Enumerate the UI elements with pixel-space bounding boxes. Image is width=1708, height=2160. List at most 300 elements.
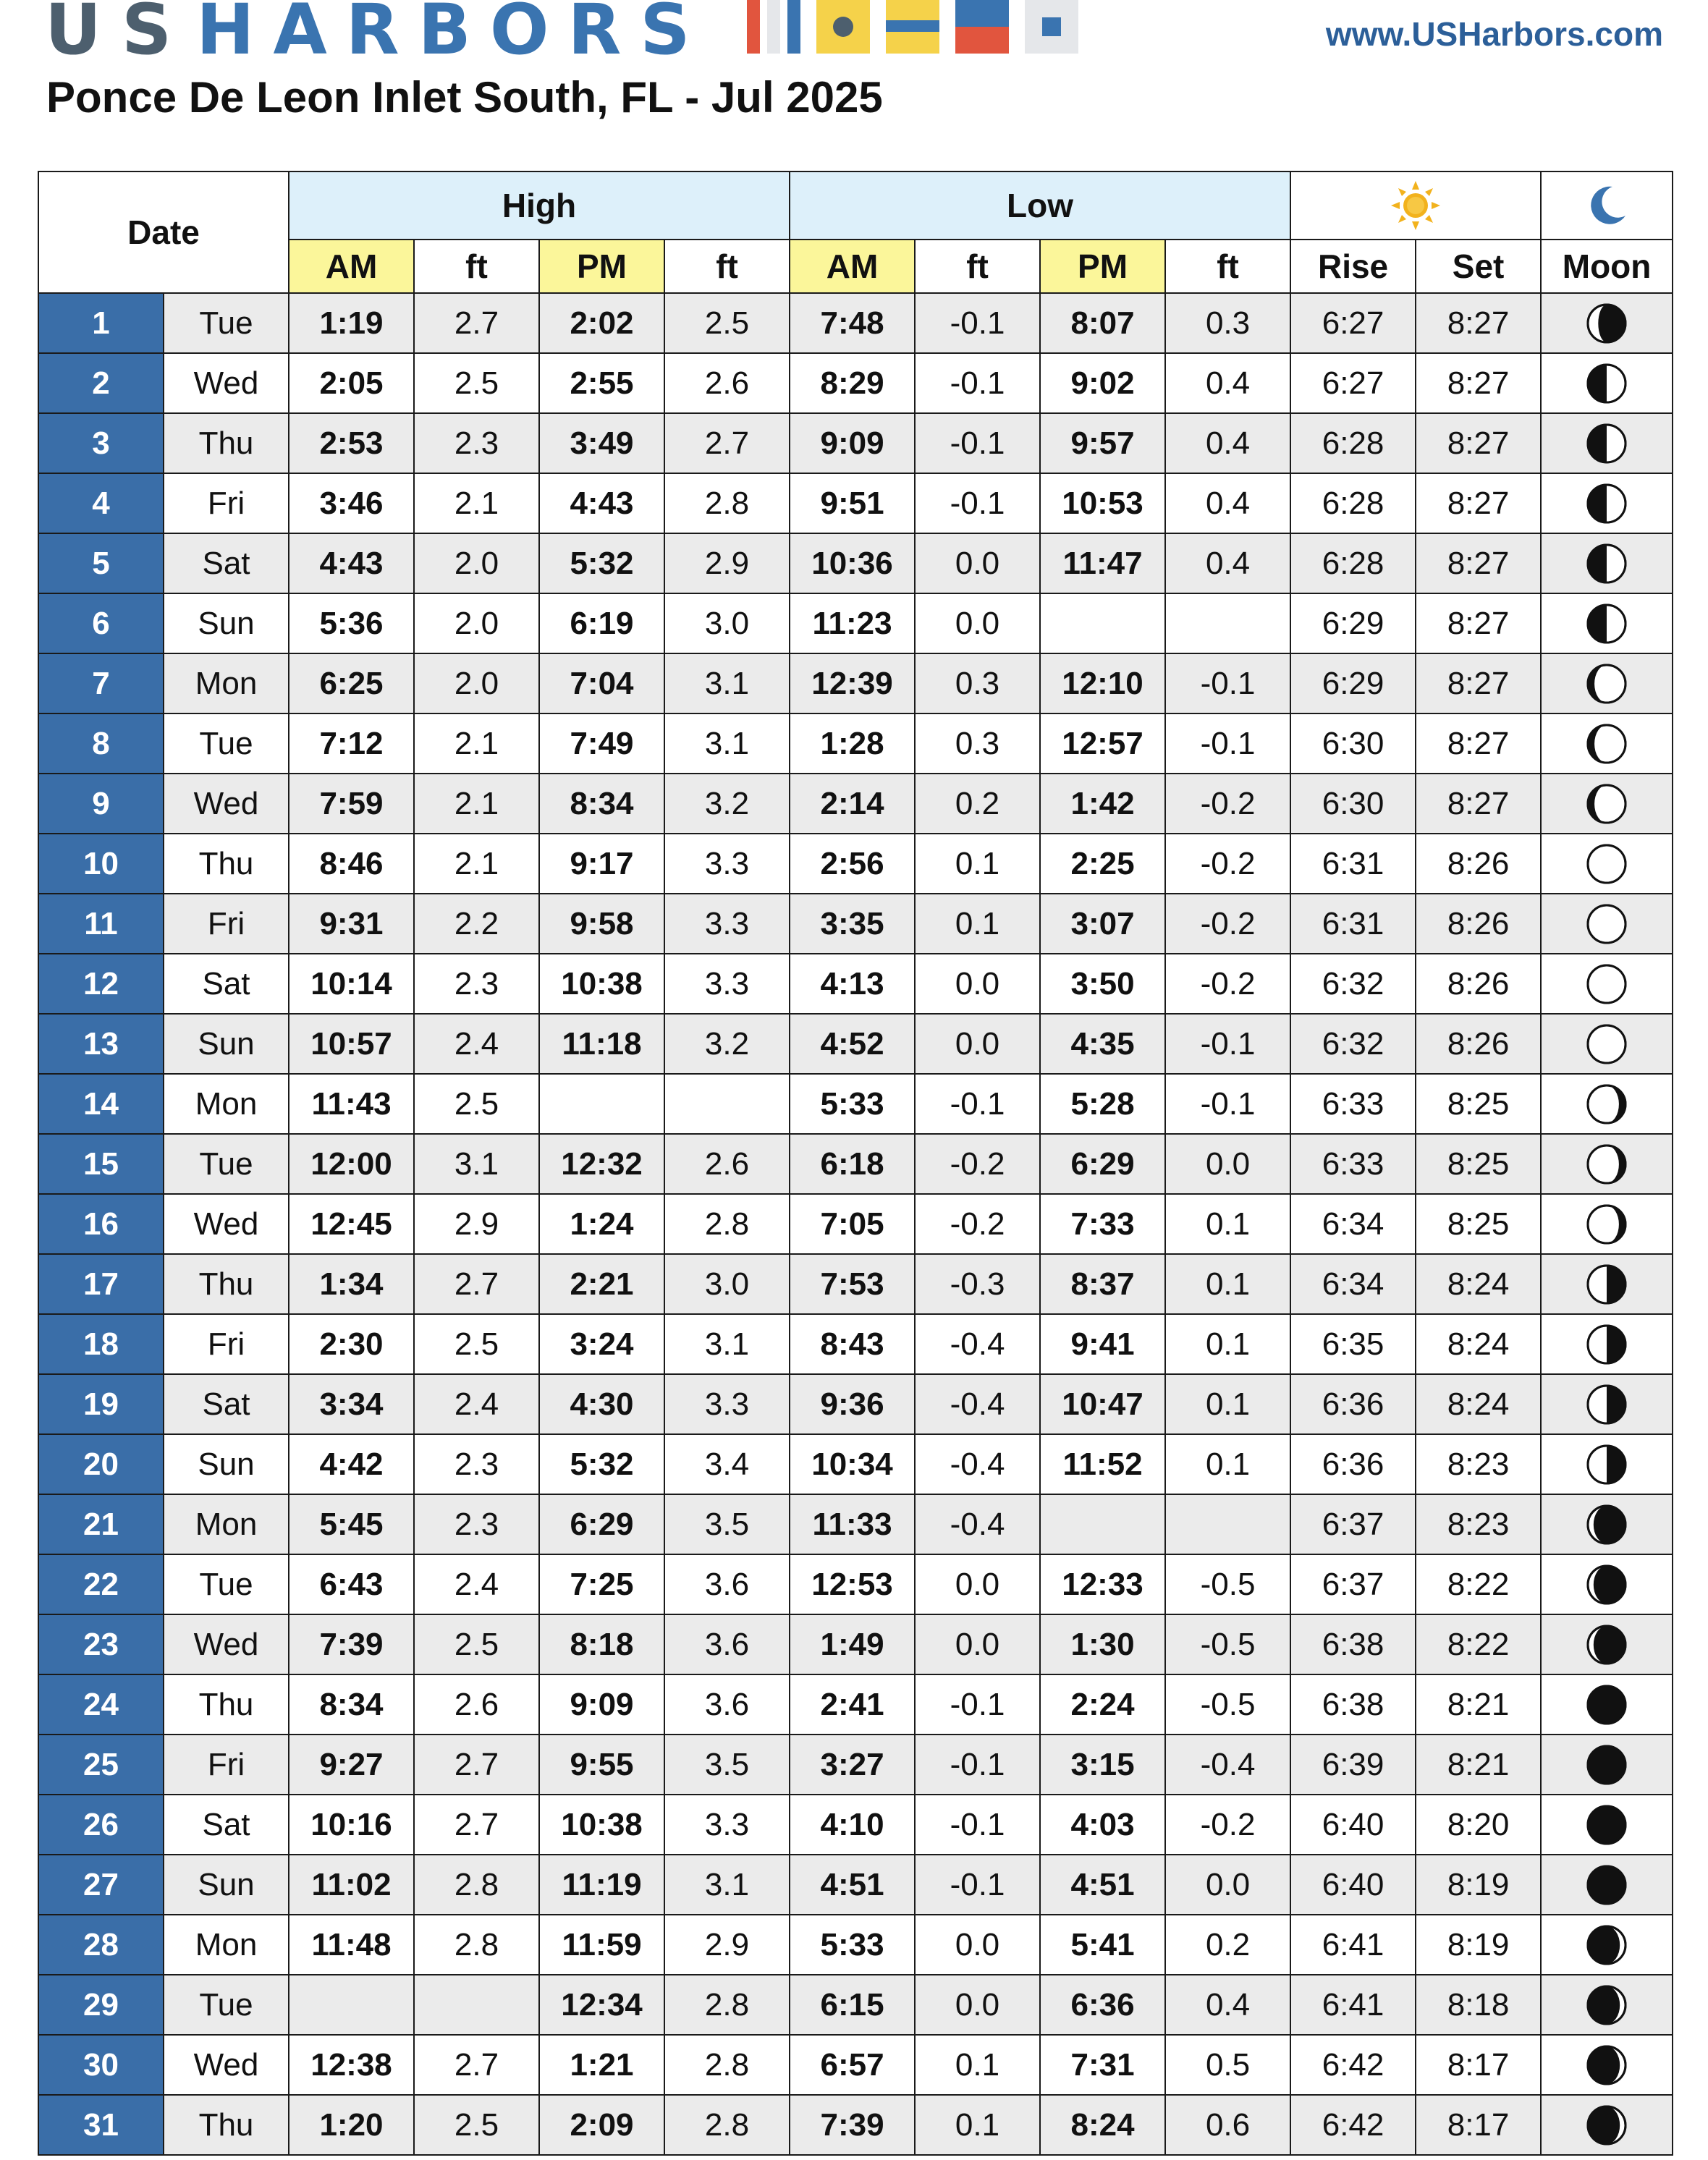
high-am-height: 2.4 [414,1374,539,1434]
high-am-height: 2.4 [414,1014,539,1074]
weekday-cell: Sun [164,1434,289,1494]
low-am-height: -0.4 [915,1374,1040,1434]
high-pm-height: 3.3 [664,834,790,894]
low-pm-time [1040,593,1165,653]
high-pm-time: 11:18 [539,1014,664,1074]
sunrise-time: 6:33 [1290,1074,1416,1134]
website-link[interactable]: www.USHarbors.com [1325,15,1663,53]
weekday-cell: Thu [164,1674,289,1735]
moon-phase-cell [1541,1674,1673,1735]
low-pm-height [1165,593,1290,653]
sunset-time: 8:26 [1416,834,1541,894]
high-pm-height: 3.1 [664,1314,790,1374]
high-pm-time: 4:30 [539,1374,664,1434]
high-am-time: 9:27 [289,1735,414,1795]
table-row [38,1735,1673,1795]
signal-flag-white-blue-square-icon [1025,0,1078,54]
high-pm-time: 1:21 [539,2035,664,2095]
moon-phase-cell [1541,1194,1673,1254]
weekday-cell: Wed [164,1614,289,1674]
high-am-height: 2.5 [414,1614,539,1674]
sunset-time: 8:27 [1416,533,1541,593]
day-cell: 10 [38,834,164,894]
day-cell: 15 [38,1134,164,1194]
moon-phase-full-icon [1585,962,1628,1006]
high-am-time: 11:02 [289,1855,414,1915]
moon-phase-cell [1541,1735,1673,1795]
low-pm-height: -0.5 [1165,1614,1290,1674]
low-am-time: 4:51 [790,1855,915,1915]
high-am-height: 2.6 [414,1674,539,1735]
weekday-cell: Fri [164,1735,289,1795]
moon-phase-waxing-crescent-icon [1585,2104,1628,2147]
high-am-height: 2.0 [414,593,539,653]
brand-logo [45,0,709,70]
moon-phase-cell [1541,713,1673,774]
moon-phase-waning-gibbous-icon [1585,1203,1628,1246]
signal-flags [747,0,1094,54]
low-pm-time: 2:25 [1040,834,1165,894]
day-cell: 17 [38,1254,164,1314]
signal-flag-blue-red-icon [955,0,1009,54]
high-am-height: 2.3 [414,413,539,473]
sunset-time: 8:18 [1416,1975,1541,2035]
low-am-time: 7:39 [790,2095,915,2155]
sunrise-time: 6:32 [1290,954,1416,1014]
sunset-time: 8:21 [1416,1735,1541,1795]
brand-name-harbors: HARBORS [196,0,709,70]
low-am-time: 4:52 [790,1014,915,1074]
high-am-height: 2.5 [414,1314,539,1374]
low-am-time: 2:56 [790,834,915,894]
high-pm-height: 3.4 [664,1434,790,1494]
high-pm-height: 3.5 [664,1494,790,1554]
sunrise-time: 6:36 [1290,1374,1416,1434]
high-pm-time: 10:38 [539,954,664,1014]
sun-header [1290,171,1541,240]
day-cell: 8 [38,713,164,774]
sunset-header: Set [1416,240,1541,293]
low-am-height: -0.2 [915,1194,1040,1254]
sunrise-time: 6:37 [1290,1554,1416,1614]
low-pm-height: 0.6 [1165,2095,1290,2155]
low-pm-height: 0.5 [1165,2035,1290,2095]
low-am-height: 0.1 [915,834,1040,894]
sunset-time: 8:27 [1416,413,1541,473]
low-am-height: 0.1 [915,2035,1040,2095]
low-am-time: 9:36 [790,1374,915,1434]
high-pm-time: 6:19 [539,593,664,653]
table-row [38,2095,1673,2155]
day-cell: 28 [38,1915,164,1975]
high-am-time: 10:14 [289,954,414,1014]
low-pm-height: -0.1 [1165,1014,1290,1074]
day-cell: 16 [38,1194,164,1254]
sunset-time: 8:26 [1416,894,1541,954]
low-pm-height: 0.0 [1165,1134,1290,1194]
high-am-time: 7:12 [289,713,414,774]
low-am-time: 12:39 [790,653,915,713]
low-pm-time: 6:36 [1040,1975,1165,2035]
low-am-ft-header: ft [915,240,1040,293]
low-am-time: 7:53 [790,1254,915,1314]
moon-phase-cell [1541,834,1673,894]
low-am-time: 3:27 [790,1735,915,1795]
low-am-height: -0.1 [915,413,1040,473]
low-pm-height: 0.2 [1165,1915,1290,1975]
low-pm-time: 4:35 [1040,1014,1165,1074]
high-am-time: 9:31 [289,894,414,954]
low-pm-time: 3:15 [1040,1735,1165,1795]
high-pm-header: PM [539,240,664,293]
table-row [38,713,1673,774]
low-am-time: 6:18 [790,1134,915,1194]
date-header: Date [38,171,289,293]
high-am-height: 2.4 [414,1554,539,1614]
low-pm-time: 6:29 [1040,1134,1165,1194]
weekday-cell: Thu [164,1254,289,1314]
weekday-cell: Mon [164,1074,289,1134]
high-pm-time: 3:24 [539,1314,664,1374]
low-pm-time: 3:07 [1040,894,1165,954]
day-cell: 24 [38,1674,164,1735]
sunset-time: 8:22 [1416,1614,1541,1674]
low-am-height: 0.0 [915,954,1040,1014]
low-pm-time: 8:37 [1040,1254,1165,1314]
high-am-time: 12:00 [289,1134,414,1194]
high-pm-time: 12:32 [539,1134,664,1194]
low-pm-time: 1:30 [1040,1614,1165,1674]
low-pm-time: 7:31 [1040,2035,1165,2095]
high-pm-height: 3.1 [664,713,790,774]
low-pm-height: 0.4 [1165,533,1290,593]
moon-phase-cell [1541,293,1673,353]
low-am-time: 10:36 [790,533,915,593]
high-am-height: 2.3 [414,1434,539,1494]
moon-phase-cell [1541,2095,1673,2155]
moon-phase-last-quarter-icon [1585,1383,1628,1426]
high-pm-time: 1:24 [539,1194,664,1254]
low-am-height: 0.1 [915,894,1040,954]
high-pm-time: 11:19 [539,1855,664,1915]
low-am-height: -0.1 [915,1074,1040,1134]
moon-phase-cell [1541,473,1673,533]
sunrise-time: 6:41 [1290,1975,1416,2035]
low-am-height: 0.1 [915,2095,1040,2155]
high-pm-height: 2.8 [664,1194,790,1254]
low-am-time: 3:35 [790,894,915,954]
high-am-height: 2.7 [414,1795,539,1855]
high-pm-time: 4:43 [539,473,664,533]
low-pm-header: PM [1040,240,1165,293]
high-am-time: 4:42 [289,1434,414,1494]
day-cell: 20 [38,1434,164,1494]
moon-phase-cell [1541,1314,1673,1374]
table-row [38,1494,1673,1554]
moon-icon [1584,182,1630,229]
high-pm-time: 9:17 [539,834,664,894]
high-am-height: 2.8 [414,1915,539,1975]
low-am-height: 0.0 [915,533,1040,593]
sunset-time: 8:24 [1416,1374,1541,1434]
low-am-height: 0.0 [915,593,1040,653]
moon-phase-waxing-crescent-icon [1585,1923,1628,1967]
sunset-time: 8:23 [1416,1494,1541,1554]
weekday-cell: Sun [164,1014,289,1074]
sunset-time: 8:21 [1416,1674,1541,1735]
high-pm-time: 5:32 [539,1434,664,1494]
high-am-time: 6:25 [289,653,414,713]
moon-phase-full-icon [1585,1022,1628,1066]
table-row [38,1014,1673,1074]
low-am-time: 8:29 [790,353,915,413]
low-pm-time [1040,1494,1165,1554]
high-am-time: 12:38 [289,2035,414,2095]
day-cell: 5 [38,533,164,593]
day-cell: 3 [38,413,164,473]
sunset-time: 8:27 [1416,473,1541,533]
high-pm-height: 2.8 [664,2095,790,2155]
table-row [38,1254,1673,1314]
high-pm-height [664,1074,790,1134]
low-am-time: 4:13 [790,954,915,1014]
low-am-time: 6:57 [790,2035,915,2095]
day-cell: 14 [38,1074,164,1134]
high-am-time: 5:45 [289,1494,414,1554]
weekday-cell: Tue [164,293,289,353]
high-pm-height: 3.2 [664,1014,790,1074]
low-am-height: -0.4 [915,1494,1040,1554]
low-am-time: 10:34 [790,1434,915,1494]
day-cell: 27 [38,1855,164,1915]
moon-phase-cell [1541,1975,1673,2035]
high-am-height: 2.2 [414,894,539,954]
high-pm-time [539,1074,664,1134]
sunrise-time: 6:32 [1290,1014,1416,1074]
high-am-height: 2.7 [414,293,539,353]
high-pm-time: 8:34 [539,774,664,834]
moon-phase-cell [1541,1014,1673,1074]
high-am-time: 1:20 [289,2095,414,2155]
low-am-time: 7:05 [790,1194,915,1254]
sunrise-time: 6:31 [1290,894,1416,954]
moon-phase-last-quarter-icon [1585,1443,1628,1486]
high-am-ft-header: ft [414,240,539,293]
moon-phase-cell [1541,1134,1673,1194]
low-pm-height: 0.4 [1165,353,1290,413]
weekday-cell: Wed [164,2035,289,2095]
low-am-height: -0.1 [915,1735,1040,1795]
table-row [38,954,1673,1014]
high-pm-height: 2.7 [664,413,790,473]
high-pm-time: 9:58 [539,894,664,954]
table-row [38,1614,1673,1674]
moon-phase-cell [1541,1494,1673,1554]
low-pm-height: 0.4 [1165,473,1290,533]
weekday-cell: Sat [164,533,289,593]
high-am-time: 10:57 [289,1014,414,1074]
sunrise-time: 6:29 [1290,653,1416,713]
low-pm-height: -0.1 [1165,653,1290,713]
weekday-cell: Wed [164,1194,289,1254]
low-pm-height: 0.1 [1165,1194,1290,1254]
weekday-cell: Thu [164,413,289,473]
high-pm-height: 2.8 [664,473,790,533]
sun-icon [1389,179,1442,232]
low-pm-height: -0.5 [1165,1674,1290,1735]
low-pm-time: 9:41 [1040,1314,1165,1374]
moon-phase-waxing-gibbous-icon [1585,662,1628,706]
sunrise-time: 6:31 [1290,834,1416,894]
moon-phase-cell [1541,1614,1673,1674]
high-am-time: 2:05 [289,353,414,413]
table-row [38,1134,1673,1194]
low-pm-time: 9:57 [1040,413,1165,473]
low-am-time: 6:15 [790,1975,915,2035]
low-am-height: -0.4 [915,1314,1040,1374]
low-am-time: 5:33 [790,1074,915,1134]
low-pm-height: 0.4 [1165,413,1290,473]
low-pm-height: 0.3 [1165,293,1290,353]
low-pm-height: -0.2 [1165,1795,1290,1855]
table-row [38,2035,1673,2095]
day-cell: 31 [38,2095,164,2155]
low-pm-time: 1:42 [1040,774,1165,834]
high-am-height: 2.3 [414,1494,539,1554]
high-header: High [289,171,790,240]
sunset-time: 8:25 [1416,1134,1541,1194]
sunset-time: 8:24 [1416,1314,1541,1374]
high-am-height: 2.1 [414,713,539,774]
high-am-height: 2.0 [414,653,539,713]
weekday-cell: Tue [164,713,289,774]
low-am-height: 0.3 [915,713,1040,774]
weekday-cell: Sat [164,1374,289,1434]
high-am-time: 6:43 [289,1554,414,1614]
low-pm-time: 11:52 [1040,1434,1165,1494]
table-row [38,1374,1673,1434]
high-am-time: 11:43 [289,1074,414,1134]
table-row [38,774,1673,834]
high-pm-height: 3.1 [664,653,790,713]
low-pm-height: -0.2 [1165,894,1290,954]
table-row [38,413,1673,473]
high-pm-time: 2:09 [539,2095,664,2155]
moon-phase-waning-crescent-late-icon [1585,1563,1628,1606]
table-row [38,1795,1673,1855]
sunrise-time: 6:42 [1290,2035,1416,2095]
high-am-height: 2.7 [414,1735,539,1795]
high-pm-ft-header: ft [664,240,790,293]
weekday-cell: Mon [164,1494,289,1554]
moon-phase-cell [1541,1795,1673,1855]
high-am-time: 8:34 [289,1674,414,1735]
high-am-time: 1:34 [289,1254,414,1314]
low-pm-height: -0.4 [1165,1735,1290,1795]
moon-phase-last-quarter-icon [1585,1263,1628,1306]
moon-phase-first-quarter-icon [1585,602,1628,645]
high-pm-time: 8:18 [539,1614,664,1674]
moon-phase-waning-crescent-icon [1585,302,1628,345]
day-cell: 12 [38,954,164,1014]
low-am-time: 9:51 [790,473,915,533]
moon-phase-cell [1541,1434,1673,1494]
day-cell: 23 [38,1614,164,1674]
sunrise-time: 6:36 [1290,1434,1416,1494]
high-pm-time: 10:38 [539,1795,664,1855]
low-pm-height: -0.1 [1165,713,1290,774]
sunset-time: 8:27 [1416,293,1541,353]
moon-phase-cell [1541,593,1673,653]
sunrise-time: 6:38 [1290,1614,1416,1674]
weekday-cell: Wed [164,774,289,834]
high-pm-height: 3.1 [664,1855,790,1915]
moon-phase-cell [1541,1074,1673,1134]
sunrise-time: 6:28 [1290,473,1416,533]
table-row [38,1975,1673,2035]
moon-phase-waning-crescent-late-icon [1585,1503,1628,1546]
brand-name-us: US [45,0,193,70]
table-row [38,593,1673,653]
sunset-time: 8:27 [1416,774,1541,834]
moon-phase-waxing-gibbous-icon [1585,722,1628,766]
tide-table [38,171,1673,2156]
sunrise-time: 6:33 [1290,1134,1416,1194]
sunrise-time: 6:30 [1290,774,1416,834]
weekday-cell: Sat [164,954,289,1014]
low-pm-time: 12:10 [1040,653,1165,713]
high-pm-height: 3.0 [664,593,790,653]
high-am-time: 7:59 [289,774,414,834]
table-row [38,1855,1673,1915]
high-am-time: 10:16 [289,1795,414,1855]
sunrise-time: 6:38 [1290,1674,1416,1735]
signal-flag-red-white-blue-icon [747,0,800,54]
moon-phase-cell [1541,1374,1673,1434]
weekday-cell: Sat [164,1795,289,1855]
low-am-time: 9:09 [790,413,915,473]
high-am-height: 2.8 [414,1855,539,1915]
table-row [38,353,1673,413]
low-pm-height: 0.1 [1165,1434,1290,1494]
table-row [38,894,1673,954]
low-am-time: 12:53 [790,1554,915,1614]
table-row [38,1915,1673,1975]
low-pm-time: 4:51 [1040,1855,1165,1915]
table-row [38,653,1673,713]
sunset-time: 8:26 [1416,954,1541,1014]
sunrise-time: 6:40 [1290,1855,1416,1915]
day-cell: 4 [38,473,164,533]
low-am-height: 0.2 [915,774,1040,834]
low-am-height: -0.3 [915,1254,1040,1314]
moon-phase-cell [1541,1554,1673,1614]
high-pm-time: 2:02 [539,293,664,353]
moon-phase-waning-crescent-late-icon [1585,1623,1628,1666]
low-pm-height: 0.0 [1165,1855,1290,1915]
sunrise-time: 6:29 [1290,593,1416,653]
moon-phase-first-quarter-icon [1585,542,1628,585]
moon-phase-full-icon [1585,902,1628,946]
low-am-height: -0.1 [915,1795,1040,1855]
sunrise-time: 6:35 [1290,1314,1416,1374]
table-row [38,1434,1673,1494]
moon-phase-waxing-crescent-icon [1585,1983,1628,2027]
table-row [38,1554,1673,1614]
high-pm-height: 3.6 [664,1554,790,1614]
high-am-height: 2.7 [414,1254,539,1314]
high-pm-time: 7:04 [539,653,664,713]
